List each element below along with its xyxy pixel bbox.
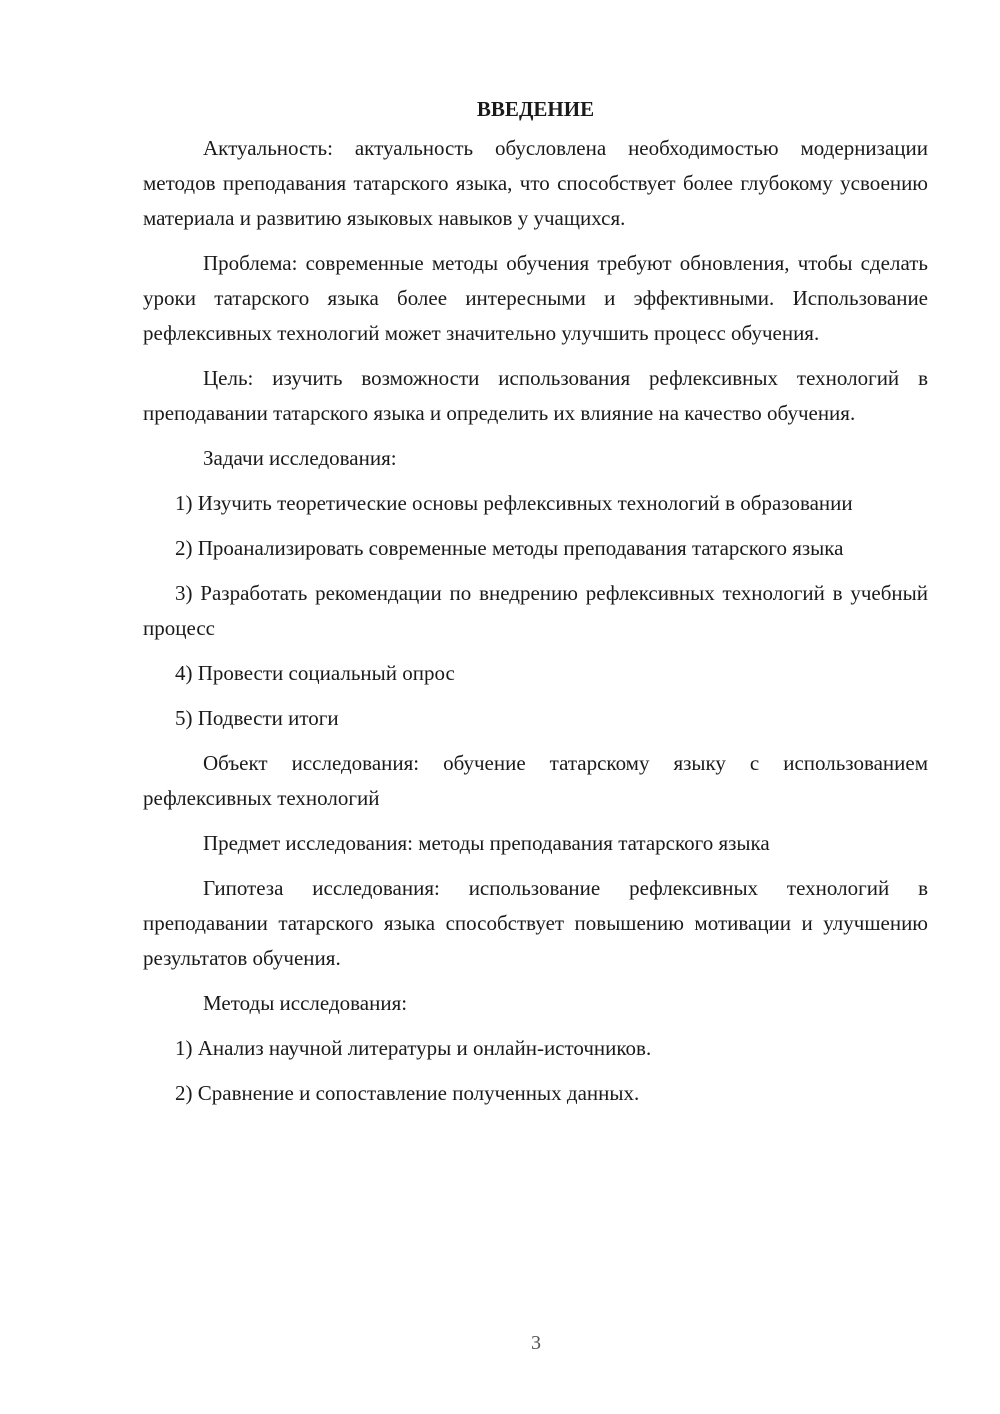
task-item: 3) Разработать рекомендации по внедрению рефлексивных технологий в учебный процесс: [143, 581, 928, 640]
hypothesis-paragraph: Гипотеза исследования: использование рефлексивных технологий в преподавании татарского языка способствует повышению мотивации и улучшению результатов обучения.: [143, 876, 928, 970]
task-item: 4) Провести социальный опрос: [175, 661, 455, 685]
document-page: [143, 92, 928, 1121]
relevance-paragraph: Актуальность: актуальность обусловлена необходимостью модернизации методов преподавания татарского языка, что способствует более глубокому усвоению материала и развитию языковых навыков у учащихся.: [143, 136, 928, 230]
page-title: ВВЕДЕНИЕ: [476, 97, 595, 121]
tasks-heading: Задачи исследования:: [203, 446, 397, 470]
methods-heading: Методы исследования:: [203, 991, 408, 1015]
page-number: 3: [531, 1332, 541, 1354]
method-item: 1) Анализ научной литературы и онлайн-источников.: [175, 1036, 652, 1060]
task-item: 5) Подвести итоги: [175, 706, 339, 730]
problem-paragraph: Проблема: современные методы обучения требуют обновления, чтобы сделать уроки татарского языка более интересными и эффективными. Использование рефлексивных технологий может значительно улучшить процесс обучения.: [143, 251, 928, 345]
task-item: 2) Проанализировать современные методы преподавания татарского языка: [175, 536, 844, 560]
goal-paragraph: Цель: изучить возможности использования рефлексивных технологий в преподавании татарского языка и определить их влияние на качество обучения.: [143, 366, 928, 425]
object-paragraph: Объект исследования: обучение татарскому языку с использованием рефлексивных технологий: [143, 751, 928, 810]
task-item: 1) Изучить теоретические основы рефлексивных технологий в образовании: [175, 491, 853, 515]
subject-paragraph: Предмет исследования: методы преподавания татарского языка: [203, 831, 770, 855]
method-item: 2) Сравнение и сопоставление полученных данных.: [175, 1081, 640, 1105]
